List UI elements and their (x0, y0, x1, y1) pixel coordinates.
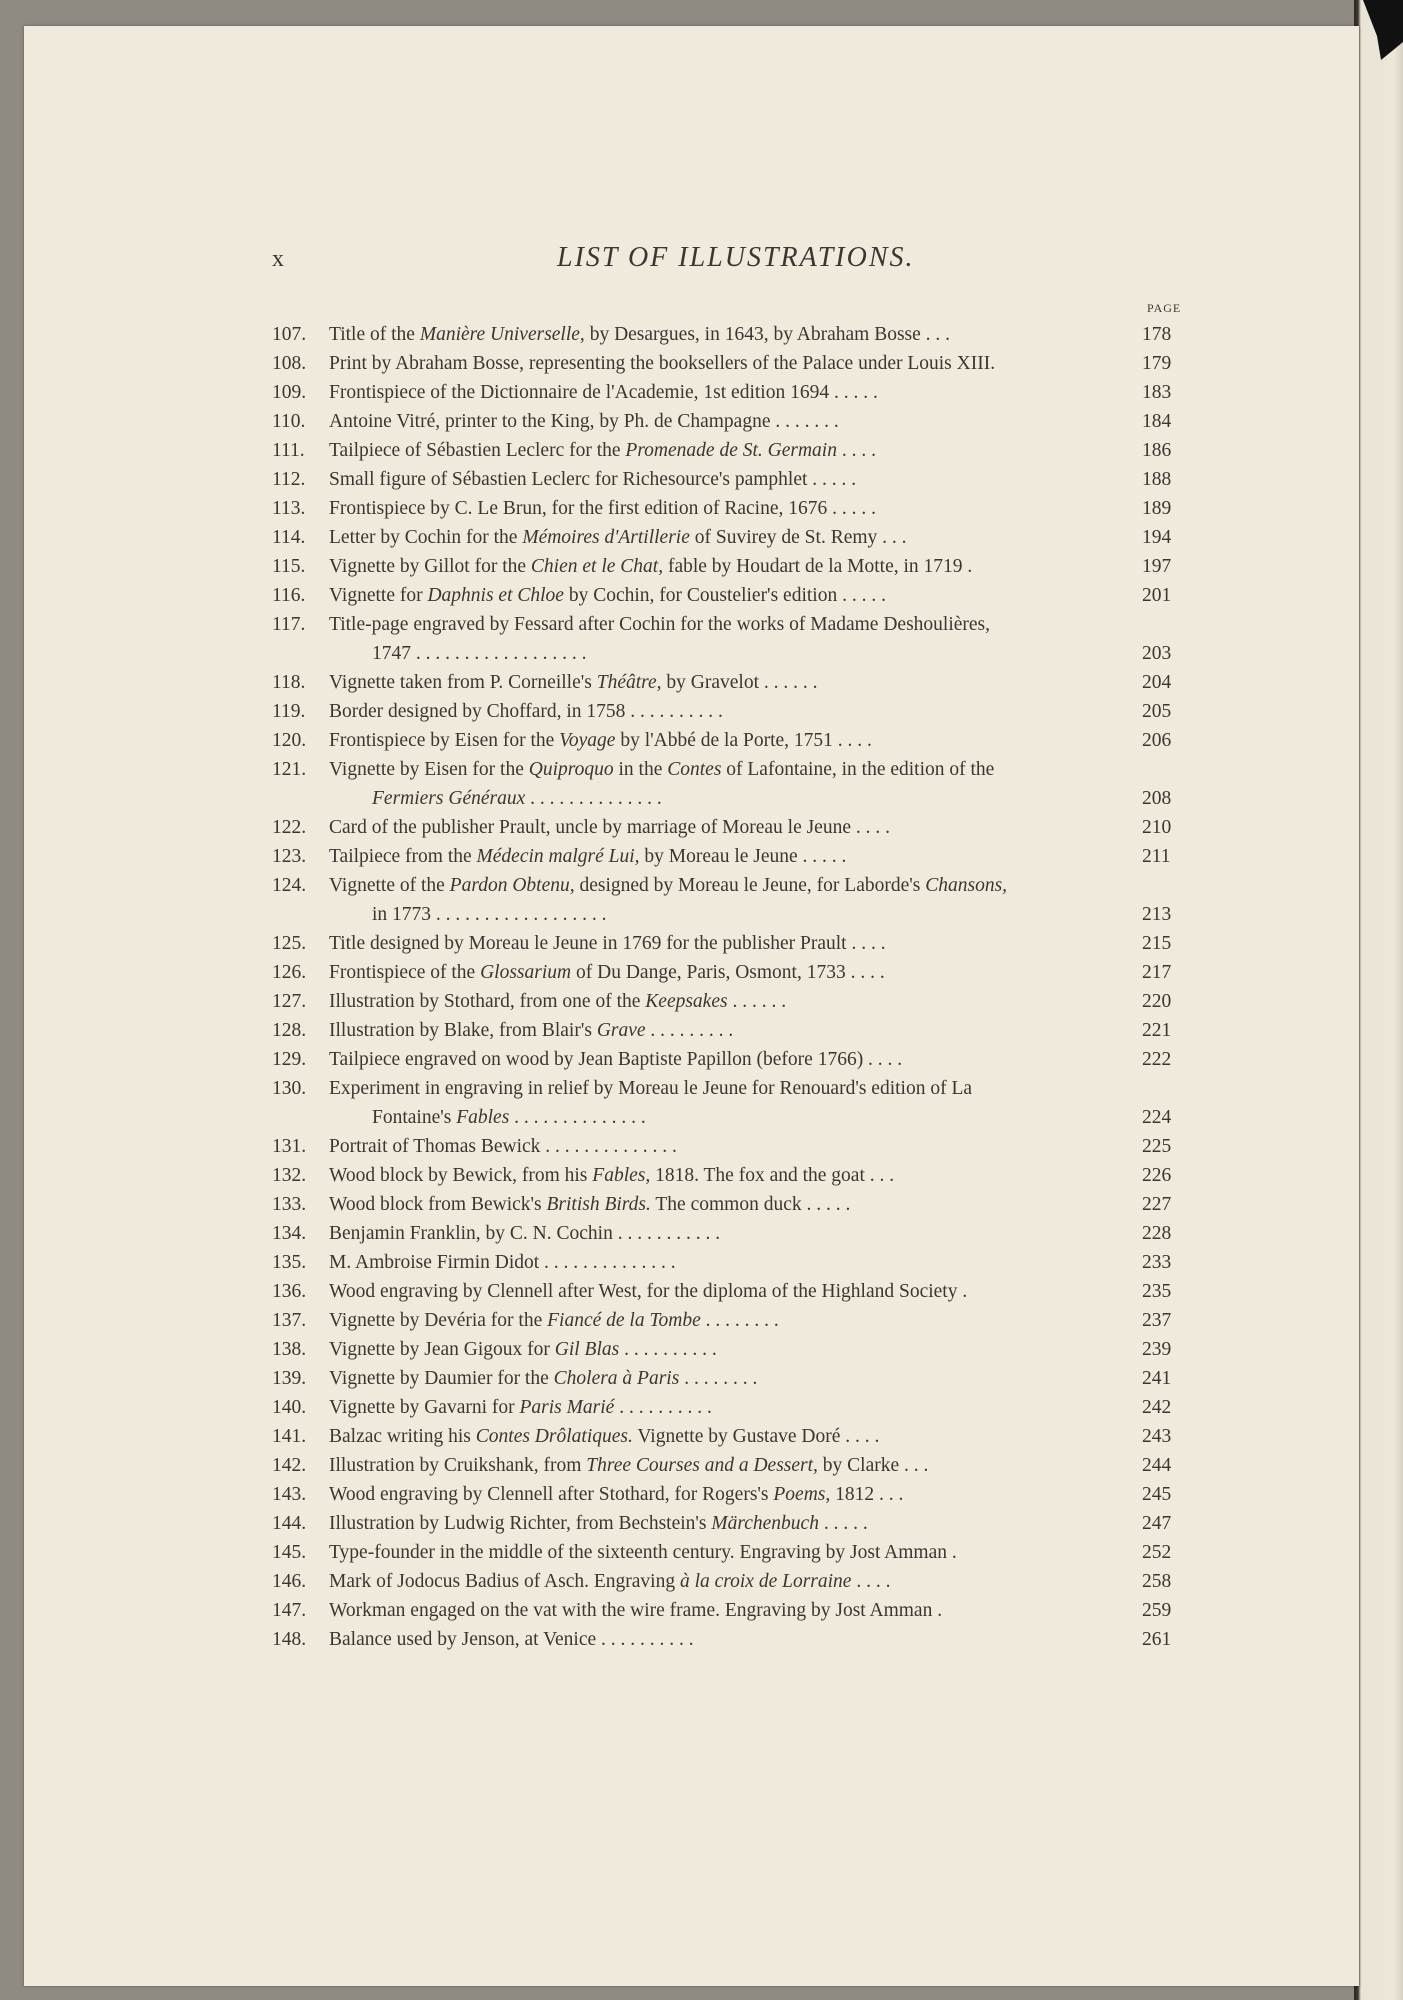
page-number: 179 (1142, 353, 1172, 374)
entry-number: 139. (272, 1368, 307, 1389)
entry-text (329, 610, 1122, 639)
page-number: 245 (1142, 1484, 1172, 1505)
list-item (272, 697, 1192, 726)
entry-text (329, 1074, 1122, 1103)
entry-text (329, 1190, 1122, 1219)
text-segment: Vignette of the (329, 875, 450, 896)
entry-number: 109. (272, 382, 307, 403)
page-number: 241 (1142, 1368, 1172, 1389)
entry-number: 142. (272, 1455, 307, 1476)
page-number: 194 (1142, 527, 1172, 548)
entry-number: 148. (272, 1629, 307, 1650)
entry-number: 136. (272, 1281, 307, 1302)
text-segment: . . . . . (818, 1513, 868, 1534)
entry-text (329, 349, 1122, 378)
entry-text (329, 494, 1122, 523)
page-number: 201 (1142, 585, 1172, 606)
text-segment: Border designed by Choffard, in 1758 . . . . . . . . . . (329, 701, 723, 722)
entry-number: 111. (272, 440, 305, 461)
entry-number: 122. (272, 817, 307, 838)
entry-number: 143. (272, 1484, 307, 1505)
entry-text (329, 755, 1122, 784)
text-segment: fable by Houdart de la Motte, in 1719 . (663, 556, 973, 577)
work-title: Fables, (592, 1165, 651, 1186)
page-number: 213 (1142, 904, 1172, 925)
text-segment: Portrait of Thomas Bewick . . . . . . . . . . . . . . (329, 1136, 677, 1157)
list-item (272, 1161, 1192, 1190)
text-segment: Illustration by Ludwig Richter, from Bechstein's (329, 1513, 712, 1534)
entry-text (329, 436, 1122, 465)
text-segment: Illustration by Stothard, from one of the (329, 991, 646, 1012)
work-title: Fiancé de la Tombe (547, 1310, 701, 1331)
entry-text (329, 1045, 1122, 1074)
text-segment: 1812 . . . (830, 1484, 904, 1505)
page-number: 242 (1142, 1397, 1172, 1418)
running-title: LIST OF ILLUSTRATIONS. (557, 242, 915, 273)
text-segment: in 1773 . . . . . . . . . . . . . . . . . . (372, 904, 607, 925)
text-segment: Balzac writing his (329, 1426, 476, 1447)
work-title: Théâtre, (596, 672, 662, 693)
work-title: Chansons, (925, 875, 1008, 896)
text-segment: . . . . . . . . . . (619, 1339, 717, 1360)
text-segment: Vignette by Jean Gigoux for (329, 1339, 555, 1360)
page-number: 186 (1142, 440, 1172, 461)
entry-text (329, 1538, 1122, 1567)
entry-text (329, 407, 1122, 436)
entry-number: 145. (272, 1542, 307, 1563)
text-segment: Card of the publisher Prault, uncle by marriage of Moreau le Jeune . . . . (329, 817, 890, 838)
entry-text (329, 1277, 1122, 1306)
entry-number: 141. (272, 1426, 307, 1447)
list-item (272, 378, 1192, 407)
entry-text (329, 726, 1122, 755)
entry-text (329, 1567, 1122, 1596)
illustration-list (272, 320, 1192, 1654)
page-number: 210 (1142, 817, 1172, 838)
page-number: 189 (1142, 498, 1172, 519)
text-segment: by Gravelot . . . . . . (661, 672, 818, 693)
list-item (272, 1016, 1192, 1045)
text-segment: Experiment in engraving in relief by Moreau le Jeune for Renouard's edition of La (329, 1078, 973, 1099)
entry-text (329, 1625, 1122, 1654)
page-corner (1363, 0, 1403, 60)
work-title: Voyage (559, 730, 616, 751)
page-number: 215 (1142, 933, 1172, 954)
work-title: Three Courses and a Dessert, (586, 1455, 818, 1476)
list-item (272, 523, 1192, 552)
page-number: 226 (1142, 1165, 1172, 1186)
work-title: Daphnis et Chloe (427, 585, 564, 606)
text-segment: Title designed by Moreau le Jeune in 1769 for the publisher Prault . . . . (329, 933, 886, 954)
work-title: Chien et le Chat, (530, 556, 664, 577)
entry-number: 121. (272, 759, 307, 780)
text-segment: Vignette by Gillot for the (329, 556, 531, 577)
list-item (272, 349, 1192, 378)
entry-number: 127. (272, 991, 307, 1012)
entry-text (329, 1132, 1122, 1161)
entry-number: 147. (272, 1600, 307, 1621)
entry-text (329, 987, 1122, 1016)
text-segment: M. Ambroise Firmin Didot . . . . . . . . . . . . . . (329, 1252, 676, 1273)
list-item (272, 407, 1192, 436)
text-segment: by l'Abbé de la Porte, 1751 . . . . (615, 730, 872, 751)
list-item (272, 958, 1192, 987)
work-title: Contes Drôlatiques. (475, 1426, 633, 1447)
list-item (272, 1132, 1192, 1161)
list-item (272, 1219, 1192, 1248)
entry-text (329, 1306, 1122, 1335)
text-segment: Tailpiece from the (329, 846, 477, 867)
text-segment: . . . . . . . . (700, 1310, 779, 1331)
text-segment: Wood engraving by Clennell after West, for the diploma of the Highland Society . (329, 1281, 968, 1302)
text-segment: 1747 . . . . . . . . . . . . . . . . . . (372, 643, 587, 664)
entry-text (329, 1596, 1122, 1625)
list-item (272, 1335, 1192, 1364)
entry-text (329, 929, 1122, 958)
entry-text (329, 842, 1122, 871)
page-number: 235 (1142, 1281, 1172, 1302)
entry-text (329, 813, 1122, 842)
text-segment: Small figure of Sébastien Leclerc for Richesource's pamphlet . . . . . (329, 469, 857, 490)
entry-number: 134. (272, 1223, 307, 1244)
page-number: 211 (1142, 846, 1171, 867)
page-number: 183 (1142, 382, 1172, 403)
page-number: 222 (1142, 1049, 1172, 1070)
page-number: 205 (1142, 701, 1172, 722)
list-item (272, 1045, 1192, 1074)
list-item (272, 1277, 1192, 1306)
text-segment: Vignette by Eisen for the (329, 759, 529, 780)
text-segment: . . . . (836, 440, 876, 461)
list-item (272, 1422, 1192, 1451)
entry-number: 112. (272, 469, 306, 490)
page-number: 208 (1142, 788, 1172, 809)
text-segment: by Desargues, in 1643, by Abraham Bosse . . . (584, 324, 951, 345)
text-segment: Wood block by Bewick, from his (329, 1165, 593, 1186)
text-segment: Antoine Vitré, printer to the King, by Ph. de Champagne . . . . . . . (329, 411, 839, 432)
text-segment: Letter by Cochin for the (329, 527, 523, 548)
text-segment: Balance used by Jenson, at Venice . . . . . . . . . . (329, 1629, 694, 1650)
text-segment: of Du Dange, Paris, Osmont, 1733 . . . . (571, 962, 885, 983)
list-item (272, 1306, 1192, 1335)
work-title: Gil Blas (554, 1339, 620, 1360)
list-item (272, 929, 1192, 958)
entry-continuation (372, 784, 1122, 813)
entry-text (329, 1248, 1122, 1277)
page-number: 243 (1142, 1426, 1172, 1447)
page-number: 203 (1142, 643, 1172, 664)
list-item (272, 842, 1192, 871)
work-title: Paris Marié (519, 1397, 615, 1418)
page-number: 252 (1142, 1542, 1172, 1563)
entry-text (329, 552, 1122, 581)
text-segment: 1818. The fox and the goat . . . (650, 1165, 895, 1186)
list-item (272, 552, 1192, 581)
entry-text (329, 1364, 1122, 1393)
entry-text (329, 1393, 1122, 1422)
page-column-label: PAGE (1147, 301, 1182, 315)
list-item (272, 610, 1192, 668)
work-title: Manière Universelle, (419, 324, 585, 345)
text-segment: Print by Abraham Bosse, representing the booksellers of the Palace under Louis XIII. (329, 353, 996, 374)
entry-number: 138. (272, 1339, 307, 1360)
entry-text (329, 378, 1122, 407)
entry-text (329, 1335, 1122, 1364)
entry-number: 144. (272, 1513, 307, 1534)
work-title: Märchenbuch (711, 1513, 819, 1534)
entry-continuation (372, 639, 1122, 668)
text-segment: by Moreau le Jeune . . . . . (639, 846, 847, 867)
entry-text (329, 1480, 1122, 1509)
text-segment: Vignette by Devéria for the (329, 1310, 548, 1331)
page-number: 233 (1142, 1252, 1172, 1273)
page-number: 220 (1142, 991, 1172, 1012)
text-segment: The common duck . . . . . (650, 1194, 851, 1215)
text-segment: . . . . . . . . . . . . . . (509, 1107, 646, 1128)
text-segment: in the (613, 759, 668, 780)
page-number: 188 (1142, 469, 1172, 490)
text-segment: Frontispiece of the Dictionnaire de l'Academie, 1st edition 1694 . . . . . (329, 382, 878, 403)
text-segment: designed by Moreau le Jeune, for Laborde's (574, 875, 926, 896)
list-item (272, 494, 1192, 523)
book-spine (1354, 0, 1403, 2000)
page-number: 206 (1142, 730, 1172, 751)
list-item (272, 436, 1192, 465)
work-title: à la croix de Lorraine (679, 1571, 852, 1592)
entry-number: 130. (272, 1078, 307, 1099)
list-item (272, 1451, 1192, 1480)
page-number: 197 (1142, 556, 1172, 577)
text-segment: Vignette by Gustave Doré . . . . (632, 1426, 880, 1447)
entry-number: 115. (272, 556, 306, 577)
list-item (272, 465, 1192, 494)
page-number: 259 (1142, 1600, 1172, 1621)
text-segment: Title-page engraved by Fessard after Cochin for the works of Madame Deshoulières, (329, 614, 991, 635)
work-title: Fables (456, 1107, 510, 1128)
text-segment: Tailpiece of Sébastien Leclerc for the (329, 440, 626, 461)
page-number: 178 (1142, 324, 1172, 345)
entry-number: 135. (272, 1252, 307, 1273)
entry-number: 129. (272, 1049, 307, 1070)
list-item (272, 1480, 1192, 1509)
list-item (272, 1248, 1192, 1277)
entry-continuation (372, 900, 1122, 929)
text-segment: of Lafontaine, in the edition of the (721, 759, 995, 780)
entry-text (329, 958, 1122, 987)
work-title: Quiproquo (528, 759, 614, 780)
entry-number: 126. (272, 962, 307, 983)
text-segment: Frontispiece by Eisen for the (329, 730, 560, 751)
entry-number: 132. (272, 1165, 307, 1186)
work-title: Promenade de St. Germain (625, 440, 837, 461)
entry-number: 140. (272, 1397, 307, 1418)
list-item (272, 1625, 1192, 1654)
entry-number: 128. (272, 1020, 307, 1041)
work-title: Cholera à Paris (553, 1368, 680, 1389)
list-item (272, 1509, 1192, 1538)
page-number: 258 (1142, 1571, 1172, 1592)
page-number: 204 (1142, 672, 1172, 693)
page-header (252, 242, 1187, 278)
entry-number: 125. (272, 933, 307, 954)
text-segment: of Suvirey de St. Remy . . . (689, 527, 907, 548)
entry-text (329, 465, 1122, 494)
list-item (272, 1567, 1192, 1596)
text-segment: Illustration by Blake, from Blair's (329, 1020, 597, 1041)
list-item (272, 668, 1192, 697)
entry-text (329, 320, 1122, 349)
work-title: Poems, (773, 1484, 831, 1505)
text-segment: Title of the (329, 324, 420, 345)
entry-number: 133. (272, 1194, 307, 1215)
text-segment: . . . . (851, 1571, 891, 1592)
entry-text (329, 1422, 1122, 1451)
list-item (272, 987, 1192, 1016)
entry-text (329, 1509, 1122, 1538)
text-segment: Frontispiece by C. Le Brun, for the first edition of Racine, 1676 . . . . . (329, 498, 876, 519)
entry-number: 108. (272, 353, 307, 374)
text-segment: Vignette taken from P. Corneille's (329, 672, 597, 693)
page-number: 217 (1142, 962, 1172, 983)
page-number: 221 (1142, 1020, 1172, 1041)
page-number: 225 (1142, 1136, 1172, 1157)
text-segment: Mark of Jodocus Badius of Asch. Engraving (329, 1571, 680, 1592)
text-segment: Wood engraving by Clennell after Stothard, for Rogers's (329, 1484, 774, 1505)
list-item (272, 320, 1192, 349)
entry-text (329, 1161, 1122, 1190)
text-segment: Vignette by Gavarni for (329, 1397, 520, 1418)
entry-number: 113. (272, 498, 306, 519)
text-segment: Type-founder in the middle of the sixteenth century. Engraving by Jost Amman . (329, 1542, 957, 1563)
entry-number: 116. (272, 585, 306, 606)
page-number: 227 (1142, 1194, 1172, 1215)
list-item (272, 726, 1192, 755)
text-segment: Frontispiece of the (329, 962, 481, 983)
entry-number: 110. (272, 411, 306, 432)
work-title: Keepsakes (645, 991, 728, 1012)
list-item (272, 1074, 1192, 1132)
entry-number: 137. (272, 1310, 307, 1331)
page-number: 244 (1142, 1455, 1172, 1476)
text-segment: Wood block from Bewick's (329, 1194, 547, 1215)
text-segment: . . . . . . . . . . (614, 1397, 712, 1418)
list-item (272, 871, 1192, 929)
list-item (272, 755, 1192, 813)
entry-number: 118. (272, 672, 306, 693)
text-segment: by Cochin, for Coustelier's edition . . . . . (563, 585, 886, 606)
page-number: 237 (1142, 1310, 1172, 1331)
list-item (272, 581, 1192, 610)
entry-number: 123. (272, 846, 307, 867)
work-title: Médecin malgré Lui, (476, 846, 640, 867)
page-number: 224 (1142, 1107, 1172, 1128)
text-segment: . . . . . . . . . (645, 1020, 734, 1041)
entry-number: 117. (272, 614, 306, 635)
entry-text (329, 668, 1122, 697)
entry-text (329, 523, 1122, 552)
text-segment: . . . . . . . . . . . . . . (525, 788, 662, 809)
text-segment: Fontaine's (372, 1107, 457, 1128)
text-segment: Vignette for (329, 585, 428, 606)
page-number: 184 (1142, 411, 1172, 432)
list-item (272, 1538, 1192, 1567)
entry-number: 114. (272, 527, 306, 548)
entry-number: 119. (272, 701, 306, 722)
work-title: British Birds. (546, 1194, 651, 1215)
work-title: Grave (596, 1020, 646, 1041)
entry-number: 120. (272, 730, 307, 751)
entry-text (329, 1451, 1122, 1480)
work-title: Contes (667, 759, 722, 780)
list-item (272, 813, 1192, 842)
list-item (272, 1364, 1192, 1393)
entry-text (329, 581, 1122, 610)
entry-text (329, 1219, 1122, 1248)
folio-number: x (272, 246, 285, 272)
entry-text (329, 697, 1122, 726)
entry-number: 124. (272, 875, 307, 896)
text-segment: Illustration by Cruikshank, from (329, 1455, 587, 1476)
page-number: 261 (1142, 1629, 1172, 1650)
entry-continuation (372, 1103, 1122, 1132)
text-segment: . . . . . . (727, 991, 787, 1012)
text-segment: . . . . . . . . (679, 1368, 758, 1389)
entry-number: 107. (272, 324, 307, 345)
text-segment: Benjamin Franklin, by C. N. Cochin . . . . . . . . . . . (329, 1223, 721, 1244)
page-number: 228 (1142, 1223, 1172, 1244)
work-title: Mémoires d'Artillerie (522, 527, 690, 548)
work-title: Glossarium (480, 962, 572, 983)
list-item (272, 1596, 1192, 1625)
work-title: Pardon Obtenu, (449, 875, 575, 896)
list-item (272, 1393, 1192, 1422)
entry-text (329, 871, 1122, 900)
text-segment: Vignette by Daumier for the (329, 1368, 554, 1389)
text-segment: Workman engaged on the vat with the wire frame. Engraving by Jost Amman . (329, 1600, 943, 1621)
text-segment: Tailpiece engraved on wood by Jean Baptiste Papillon (before 1766) . . . . (329, 1049, 903, 1070)
entry-number: 146. (272, 1571, 307, 1592)
work-title: Fermiers Généraux (372, 788, 526, 809)
entry-text (329, 1016, 1122, 1045)
text-segment: by Clarke . . . (817, 1455, 929, 1476)
entry-number: 131. (272, 1136, 307, 1157)
page-number: 239 (1142, 1339, 1172, 1360)
page-number: 247 (1142, 1513, 1172, 1534)
list-item (272, 1190, 1192, 1219)
